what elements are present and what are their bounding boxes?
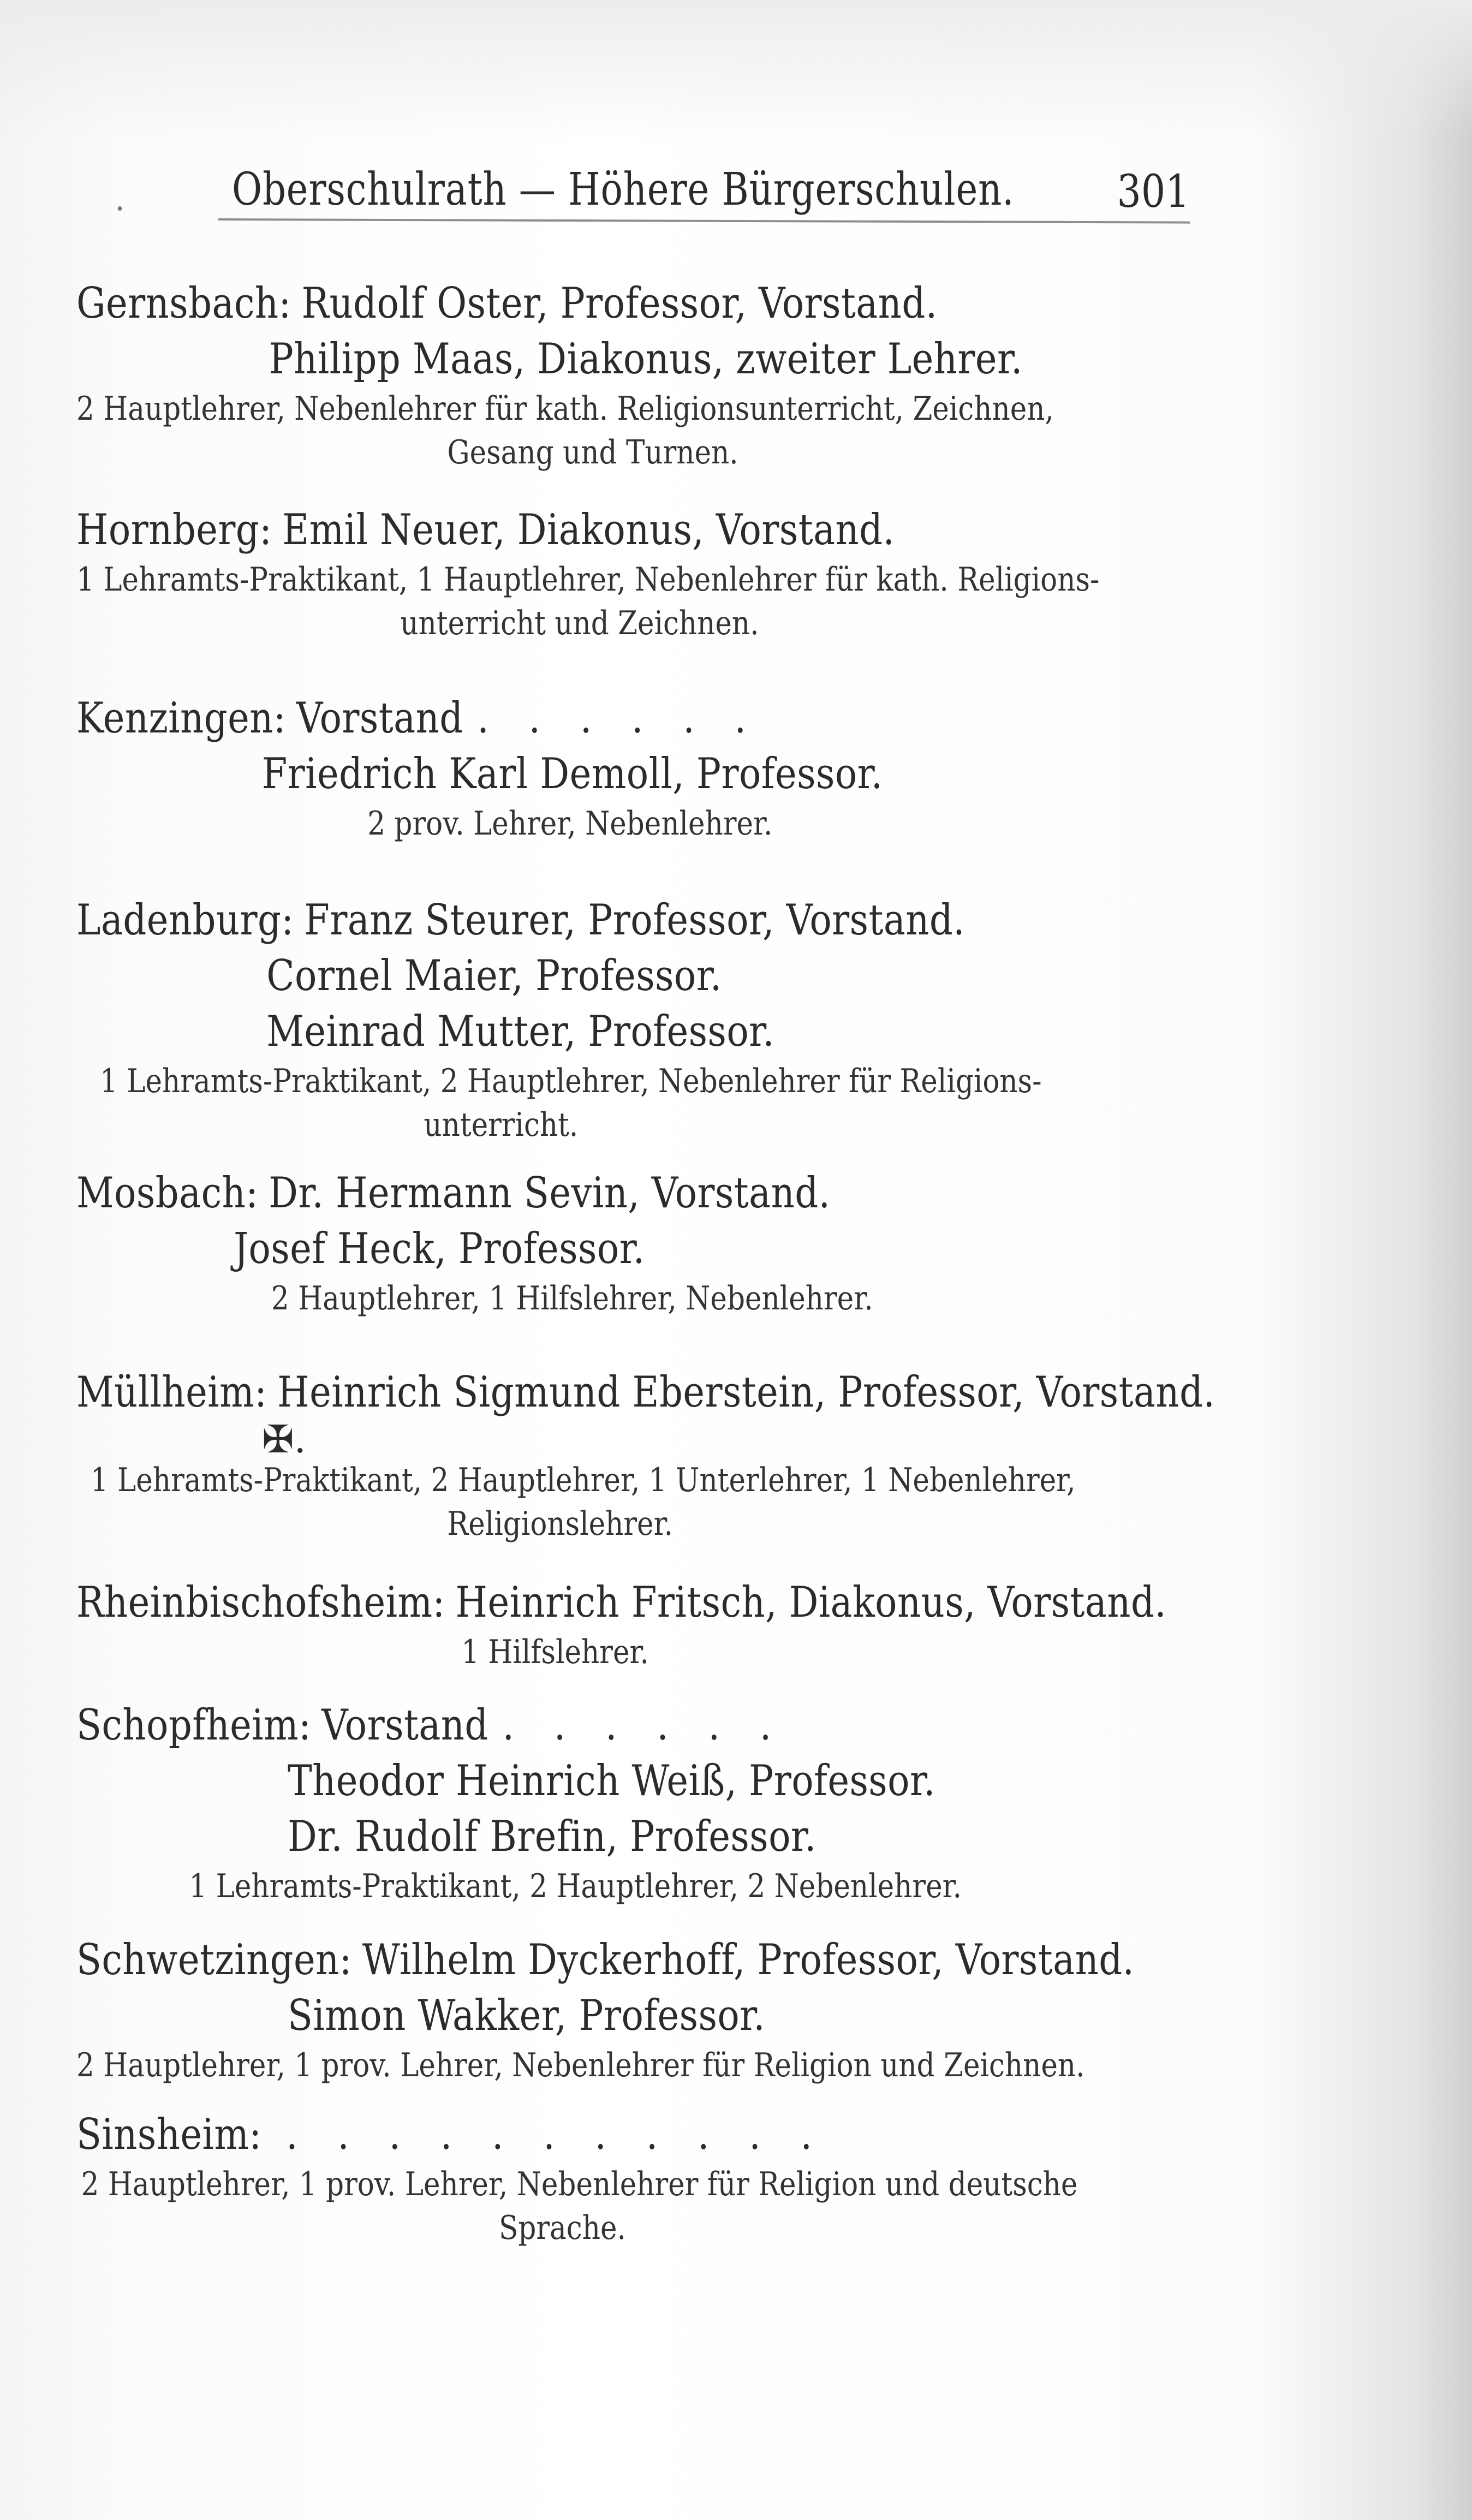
vacancy-dots: . . . . . . . . . . . [286, 2110, 826, 2159]
place-name: Rheinbischofsheim: [76, 1578, 445, 1627]
place-name: Ladenburg: [76, 896, 294, 945]
staff-line [76, 746, 1184, 802]
staff-line [76, 1221, 1184, 1277]
note-line: 1 Lehramts-Praktikant, 2 Hauptlehrer, 1 Unterlehrer, 1 Nebenlehrer, [90, 1461, 1076, 1499]
place-name: Schopfheim: [76, 1701, 312, 1750]
note-line: Gesang und Turnen. [447, 433, 738, 472]
entry-muellheim [76, 1365, 1364, 1546]
entry-hornberg [76, 502, 1364, 645]
note-line: 1 Hilfslehrer. [461, 1633, 649, 1671]
staff-line [76, 1165, 1184, 1221]
place-name: Sinsheim: [76, 2110, 262, 2159]
note-line: 2 Hauptlehrer, 1 Hilfslehrer, Nebenlehrer. [271, 1279, 873, 1318]
note-line: unterricht. [424, 1106, 579, 1144]
staff-member: Dr. Rudolf Brefin, Professor. [288, 1812, 817, 1861]
running-title: Oberschulrath — Höhere Bürgerschulen. [232, 164, 1015, 216]
place-name: Mosbach: [76, 1169, 259, 1218]
staff-member: Josef Heck, Professor. [234, 1224, 645, 1273]
vacant-position: Vorstand [296, 694, 463, 743]
note-line: 2 Hauptlehrer, Nebenlehrer für kath. Religionsunterricht, Zeichnen, [76, 390, 1054, 428]
staff-member: Franz Steurer, Professor, Vorstand. [304, 896, 966, 945]
entry-schopfheim [76, 1697, 1364, 1908]
staff-line [76, 690, 1184, 746]
place-name: Gernsbach: [76, 279, 291, 328]
note-line: 2 prov. Lehrer, Nebenlehrer. [367, 805, 773, 843]
staff-line [76, 1753, 1184, 1809]
note-line: Sprache. [499, 2209, 626, 2247]
entry-sinsheim [76, 2107, 1364, 2250]
staff-member: Meinrad Mutter, Professor. [266, 1007, 775, 1056]
staff-line [76, 892, 1184, 948]
page-top-shadow [0, 0, 1472, 142]
staff-line [76, 1365, 1215, 1420]
page-header [87, 153, 1190, 218]
margin-mark: . [115, 180, 126, 218]
staff-member: Wilhelm Dyckerhoff, Professor, Vorstand. [362, 1935, 1135, 1985]
place-name: Kenzingen: [76, 694, 286, 743]
note-line: unterricht und Zeichnen. [400, 604, 759, 642]
staff-member: Friedrich Karl Demoll, Professor. [261, 749, 883, 799]
staff-member: Heinrich Fritsch, Diakonus, Vorstand. [455, 1578, 1167, 1627]
entry-schwetzingen [76, 1932, 1364, 2087]
staff-member: Dr. Hermann Sevin, Vorstand. [269, 1169, 831, 1218]
staff-line [76, 502, 1184, 558]
note-line: 2 Hauptlehrer, 1 prov. Lehrer, Nebenlehrer für Religion und Zeichnen. [76, 2046, 1085, 2084]
vacant-position: Vorstand [321, 1701, 488, 1750]
place-name: Hornberg: [76, 505, 272, 555]
staff-line [76, 948, 1184, 1004]
staff-member: Cornel Maier, Professor. [266, 951, 722, 1000]
staff-line [76, 1809, 1184, 1864]
entry-gernsbach [76, 276, 1364, 474]
staff-member: Rudolf Oster, Professor, Vorstand. [301, 279, 938, 328]
staff-member: Emil Neuer, Diakonus, Vorstand. [282, 505, 895, 555]
note-line: Religionslehrer. [447, 1505, 673, 1543]
note-line: 1 Lehramts-Praktikant, 2 Hauptlehrer, 2 Nebenlehrer. [189, 1867, 962, 1905]
staff-line [76, 276, 1184, 331]
entry-kenzingen [76, 690, 1364, 845]
note-line: 2 Hauptlehrer, 1 prov. Lehrer, Nebenlehrer für Religion und deutsche [81, 2165, 1078, 2203]
note-line: 1 Lehramts-Praktikant, 2 Hauptlehrer, Nebenlehrer für Religions- [100, 1062, 1042, 1100]
place-name: Schwetzingen: [76, 1935, 352, 1985]
page-number: 301 [1117, 166, 1190, 218]
vacancy-dots: . . . . . . [502, 1701, 785, 1750]
staff-member: Heinrich Sigmund Eberstein, Professor, Vorstand. [277, 1368, 1215, 1417]
staff-line [76, 1988, 1184, 2044]
entry-ladenburg [76, 892, 1364, 1147]
note-line: 1 Lehramts-Praktikant, 1 Hauptlehrer, Nebenlehrer für kath. Religions- [76, 561, 1100, 599]
staff-member: Philipp Maas, Diakonus, zweiter Lehrer. [269, 335, 1023, 384]
entry-rheinbischofsheim [76, 1575, 1364, 1674]
staff-line [76, 2107, 1184, 2162]
staff-line [76, 1697, 1184, 1753]
decoration-line [76, 1417, 1364, 1462]
entry-mosbach [76, 1165, 1364, 1320]
vacancy-dots: . . . . . . [477, 694, 760, 743]
staff-member: Theodor Heinrich Weiß, Professor. [288, 1756, 935, 1806]
staff-line [76, 331, 1184, 387]
staff-line [76, 1575, 1184, 1630]
staff-member: Simon Wakker, Professor. [288, 1991, 766, 2040]
staff-line [76, 1932, 1184, 1988]
military-cross-icon: ✠. [262, 1417, 306, 1462]
place-name: Müllheim: [76, 1368, 267, 1417]
staff-line [76, 1004, 1184, 1059]
